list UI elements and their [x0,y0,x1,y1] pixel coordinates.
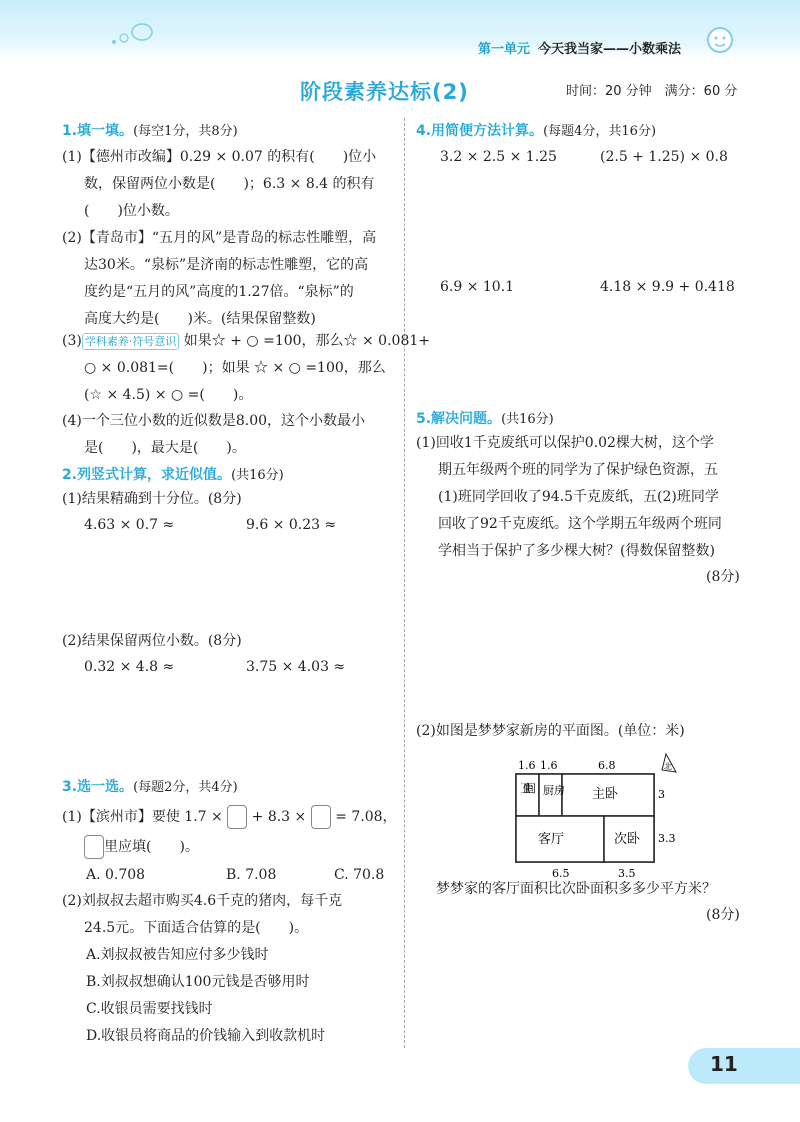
unit-title: 今天我当家——小数乘法 [538,42,682,57]
s1-q1-line: 数，保留两位小数是( )；6.3 × 8.4 的积有 [84,176,375,192]
s2-expr: 9.6 × 0.23 ≈ [246,517,337,533]
time-score-info: 时间：20 分钟 满分：60 分 [566,84,738,99]
room-label: 厨房 [543,784,565,797]
s3-q2-option: A.刘叔叔被告知应付多少钱时 [86,947,269,963]
section-4-heading: 4.用简便方法计算。 [416,123,544,139]
bubble-decoration-icon [110,18,160,48]
floor-plan [500,752,700,882]
s5-q2-points: (8分) [706,907,740,923]
s2-expr: 0.32 × 4.8 ≈ [84,659,175,675]
room-bathroom [516,774,539,816]
s3-q1-text: = 7.08， [335,809,397,825]
s3-q1-line2 [84,834,199,861]
s3-q1-text: (1)【滨州市】要使 1.7 × [62,809,223,825]
s1-q3 [62,328,430,409]
dim-label: 6.8 [598,759,616,772]
room-label: 次卧 [614,832,641,847]
room-label: 客厅 [538,832,565,847]
s5-q2: (2)如图是梦梦家新房的平面图。(单位：米) [416,723,685,739]
s1-q1-line: ( )位小数。 [84,203,179,219]
column-divider [404,118,405,1048]
page-number-tab [688,1048,800,1084]
s5-q1-line: 期五年级两个班的同学为了保护绿色资源，五 [438,462,718,478]
s3-q2-line: 24.5元。下面适合估算的是( )。 [84,920,309,936]
section-5-heading: 5.解决问题。 [416,411,502,427]
s4-expr: 3.2 × 2.5 × 1.25 [440,149,557,165]
s3-q1-text: + 8.3 × [251,809,307,825]
blank-box [227,805,247,829]
s1-q4 [62,408,365,462]
s3-q2-option: D.收银员将商品的价钱输入到收款机时 [86,1028,326,1044]
page-number: 11 [710,1052,738,1076]
section-5-title [416,408,554,428]
unit-header [478,38,681,57]
s1-q3-line: (☆ × 4.5) × ○ =( )。 [84,387,253,403]
s1-q4-line: (4)一个三位小数的近似数是8.00，这个小数最小 [62,413,366,429]
s1-q2-line: 达30米。“泉标”是济南的标志性雕塑，它的高 [84,257,369,273]
section-1-heading: 1.填一填。 [62,123,134,139]
s5-q1 [416,430,722,565]
s5-q2-question: 梦梦家的客厅面积比次卧面积多多少平方米？ [436,881,716,897]
s4-expr: 4.18 × 9.9 + 0.418 [600,279,735,295]
mascot-icon [700,20,740,60]
s1-q2-line: 度约是“五月的风”高度的1.27倍。“泉标”的 [84,284,354,300]
s2-part1: (1)结果精确到十分位。(8分) [62,491,242,507]
s1-q2-line: (2)【青岛市】“五月的风”是青岛的标志性雕塑，高 [62,230,377,246]
section-4-points: (每题4分，共16分) [543,124,657,139]
s3-q2-option: C.收银员需要找钱时 [86,1001,213,1017]
s1-q4-line: 是( )，最大是( )。 [84,440,246,456]
dim-label: 3.3 [658,832,676,845]
s5-q1-line: 学相当于保护了多少棵大树？(得数保留整数) [438,543,715,559]
section-3-points: (每题2分，共4分) [133,780,238,795]
s5-q1-points: (8分) [706,569,740,585]
s5-q1-line: (1)回收1千克废纸可以保护0.02棵大树，这个学 [416,435,714,451]
blank-box [84,835,104,859]
s1-q1-line: (1)【德州市改编】0.29 × 0.07 的积有( )位小 [62,149,377,165]
s3-q1 [62,804,397,831]
s1-q2-line: 高度大约是( )米。(结果保留整数) [84,311,316,327]
section-2-points: (共16分) [231,468,284,483]
unit-label: 第一单元 [478,42,531,57]
s3-q2 [62,888,342,1050]
option-b: B. 7.08 [226,867,277,883]
section-4-title [416,120,656,140]
s1-q3-line: ○ × 0.081=( )；如果 ☆ × ○ =100，那么 [84,360,386,376]
section-3-heading: 3.选一选。 [62,779,134,795]
s1-q1 [62,144,376,225]
north-label: 北 [664,762,672,771]
s3-q1-text: 里应填( )。 [104,839,199,855]
s1-q2 [62,225,376,333]
s5-q1-line: (1)班同学回收了94.5千克废纸，五(2)班同学 [438,489,719,505]
dim-label: 1.6 [518,759,536,772]
page-title: 阶段素养达标(2) [300,80,469,104]
option-a: A. 0.708 [86,867,146,883]
s2-expr: 4.63 × 0.7 ≈ [84,517,175,533]
option-c: C. 70.8 [334,867,385,883]
s4-expr: 6.9 × 10.1 [440,279,515,295]
literacy-tag: 学科素养·符号意识 [82,333,180,350]
s4-expr: (2.5 + 1.25) × 0.8 [600,149,728,165]
room-label: 卫生间 [520,782,536,795]
dim-label: 3.5 [618,867,636,880]
section-2-heading: 2.列竖式计算，求近似值。 [62,467,232,483]
section-2-title [62,464,284,484]
s2-expr: 3.75 × 4.03 ≈ [246,659,346,675]
blank-box [311,805,331,829]
dim-label: 1.6 [540,759,558,772]
dim-label: 6.5 [552,867,570,880]
north-arrow-icon [662,754,676,772]
s2-part2: (2)结果保留两位小数。(8分) [62,633,242,649]
s1-q3-line: 如果☆ + ○ =100，那么☆ × 0.081+ [183,333,430,349]
s5-q1-line: 回收了92千克废纸。这个学期五年级两个班同 [438,516,722,532]
dim-label: 3 [658,788,665,801]
section-3-title [62,776,238,796]
s1-q3-prefix: (3) [62,333,82,349]
section-1-points: (每空1分，共8分) [133,124,238,139]
section-1-title [62,120,238,140]
section-5-points: (共16分) [501,412,554,427]
s3-q2-line: (2)刘叔叔去超市购买4.6千克的猪肉，每千克 [62,893,343,909]
s3-q2-option: B.刘叔叔想确认100元钱是否够用时 [86,974,310,990]
room-label: 主卧 [592,787,619,802]
